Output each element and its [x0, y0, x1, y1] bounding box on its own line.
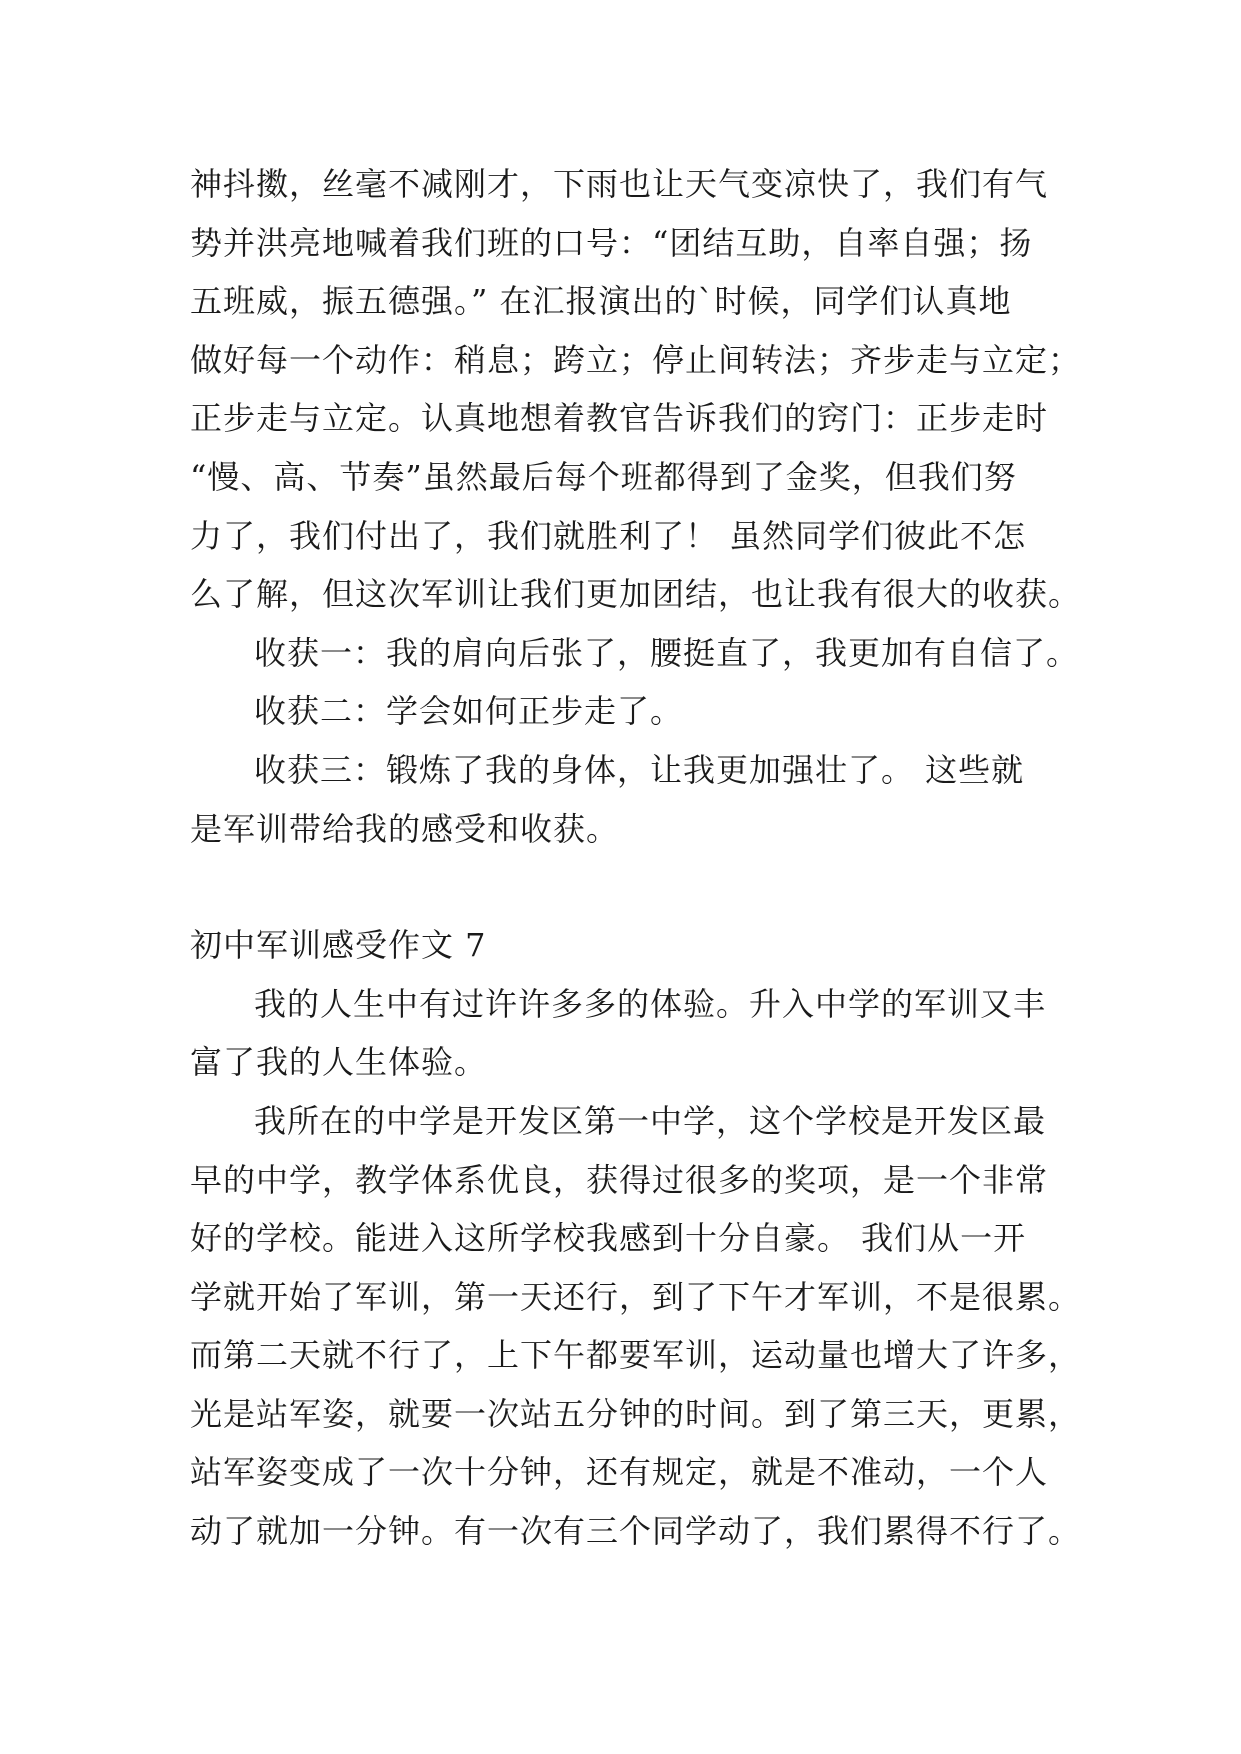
paragraph-line: 力了，我们付出了，我们就胜利了！ 虽然同学们彼此不怎: [190, 516, 1027, 555]
paragraph-line: 神抖擞，丝毫不减刚才，下雨也让天气变凉快了，我们有气: [190, 165, 1049, 203]
paragraph-line: 光是站军姿，就要一次站五分钟的时间。到了第三天，更累，: [190, 1394, 1082, 1433]
paragraph-line: “慢、高、节奏”虽然最后每个班都得到了金奖，但我们努: [190, 457, 1017, 496]
paragraph-line: 早的中学，教学体系优良，获得过很多的奖项，是一个非常: [190, 1160, 1049, 1199]
previous-essay-text: [190, 155, 1082, 858]
paragraph-line: 收获三：锻炼了我的身体，让我更加强壮了。 这些就: [254, 750, 1025, 789]
paragraph-line: 正步走与立定。认真地想着教官告诉我们的窍门：正步走时: [190, 399, 1049, 438]
paragraph-line: 收获一：我的肩向后张了，腰挺直了，我更加有自信了。: [254, 633, 1080, 672]
paragraph-line: 动了就加一分钟。有一次有三个同学动了，我们累得不行了。: [190, 1512, 1082, 1551]
paragraph-line: 站军姿变成了一次十分钟，还有规定，就是不准动，一个人: [190, 1453, 1049, 1492]
paragraph-line: 是军训带给我的感受和收获。: [190, 809, 620, 848]
paragraph-line: 势并洪亮地喊着我们班的口号：“团结互助，自率自强；扬: [190, 223, 1033, 262]
paragraph-line: 我所在的中学是开发区第一中学，这个学校是开发区最: [254, 1101, 1047, 1140]
paragraph-line: 学就开始了军训，第一天还行，到了下午才军训，不是很累。: [190, 1277, 1082, 1316]
essay-heading: 初中军训感受作文 7: [190, 926, 487, 965]
paragraph-line: 好的学校。能进入这所学校我感到十分自豪。 我们从一开: [190, 1219, 1027, 1258]
essay-body-text: [190, 975, 1082, 1561]
paragraph-line: 做好每一个动作：稍息；跨立；停止间转法；齐步走与立定；: [190, 340, 1082, 379]
paragraph-line: 我的人生中有过许许多多的体验。升入中学的军训又丰: [254, 984, 1047, 1023]
paragraph-line: 么了解，但这次军训让我们更加团结，也让我有很大的收获。: [190, 575, 1082, 614]
paragraph-line: 富了我的人生体验。: [190, 1043, 488, 1082]
paragraph-line: 五班威，振五德强。” 在汇报演出的`时候，同学们认真地: [190, 282, 1012, 321]
paragraph-line: 而第二天就不行了，上下午都要军训，运动量也增大了许多，: [190, 1336, 1082, 1375]
document-page: [190, 155, 1082, 1561]
paragraph-line: 收获二：学会如何正步走了。: [254, 692, 684, 731]
